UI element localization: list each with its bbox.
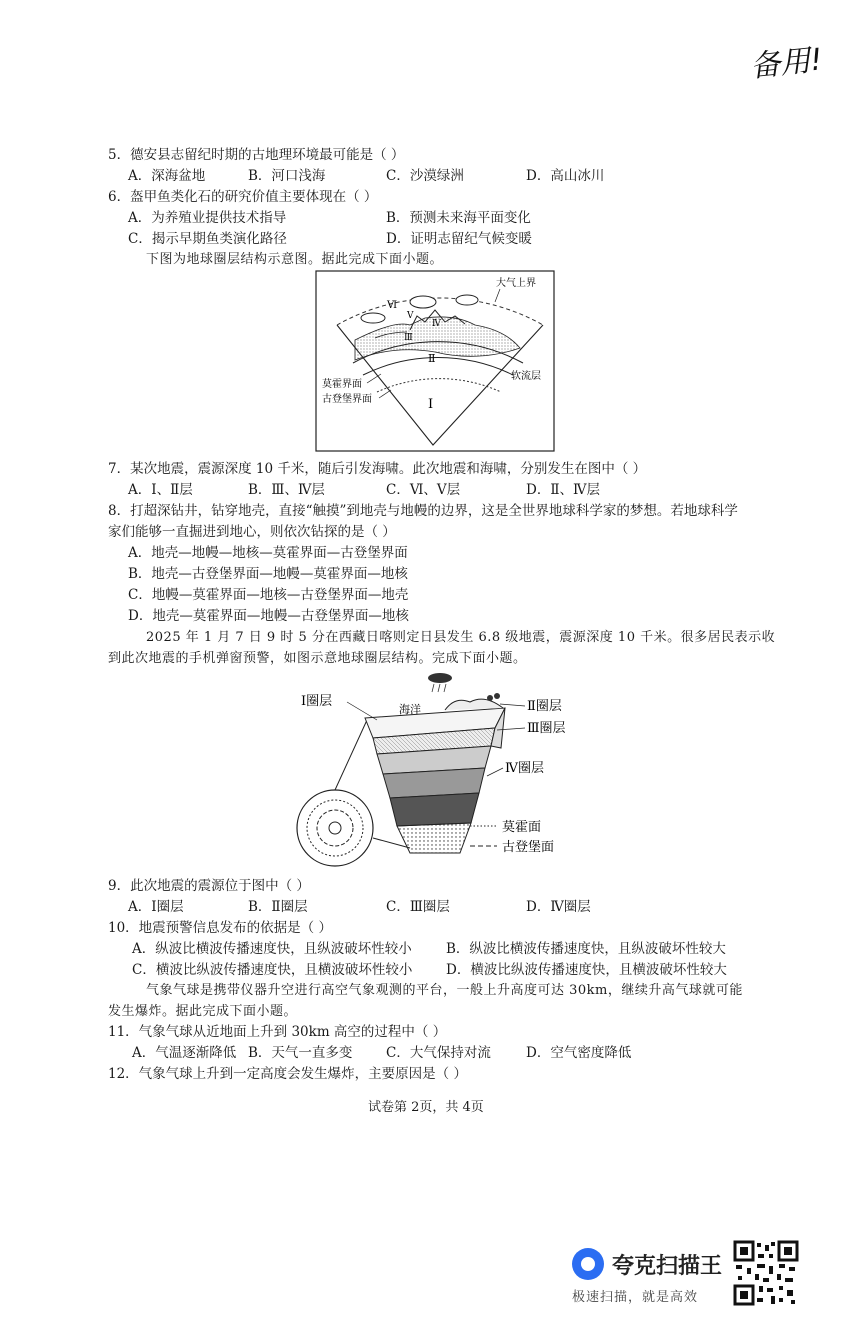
- page-footer: 试卷第 2页，共 4页: [368, 1100, 484, 1115]
- intro-earthquake-line1: 2025 年 1 月 7 日 9 时 5 分在西藏日喀则定日县发生 6.8 级地震，震源深度 10 千米。很多居民表示收: [146, 630, 776, 645]
- gutenberg-label: 古登堡界面: [322, 394, 372, 405]
- q9-option-d: D．Ⅳ圈层: [526, 899, 591, 915]
- qr-code[interactable]: [733, 1240, 799, 1306]
- question-11-stem: 11．气象气球从近地面上升到 30km 高空的过程中（ ）: [108, 1024, 447, 1040]
- layer-VI-label: Ⅵ: [387, 300, 398, 311]
- outer-core-band: [390, 793, 479, 826]
- question-10-stem: 10．地震预警信息发布的依据是（ ）: [108, 920, 332, 936]
- layer-I-label: Ⅰ: [428, 397, 434, 412]
- earth-spheres-figure: [295, 668, 595, 868]
- intro-figure-1: 下图为地球圈层结构示意图。据此完成下面小题。: [146, 252, 444, 267]
- q10-option-d: D．横波比纵波传播速度快，且横波破坏性较大: [446, 962, 727, 978]
- q5-option-b: B．河口浅海: [248, 168, 326, 184]
- handwritten-signature: 备用!: [748, 42, 825, 85]
- tree-icon: [494, 693, 500, 699]
- intro-earthquake-line2: 到此次地震的手机弹窗预警，如图示意地球圈层结构。完成下面小题。: [108, 651, 527, 666]
- q6-option-b: B．预测未来海平面变化: [386, 210, 531, 226]
- q8-option-d: D．地壳—莫霍界面—地幔—古登堡界面—地核: [128, 608, 409, 624]
- moho-legend-label: 莫霍面: [502, 820, 542, 835]
- tree-icon: [487, 695, 493, 701]
- q10-option-b: B．纵波比横波传播速度快，且纵波破坏性较大: [446, 941, 726, 957]
- q11-option-b: B．天气一直多变: [248, 1045, 353, 1061]
- moho-label: 莫霍界面: [322, 379, 362, 390]
- atmosphere-label: 大气上界: [496, 278, 536, 289]
- gutenberg-legend-label: 古登堡面: [502, 840, 555, 855]
- earth-layers-figure: [315, 270, 555, 452]
- question-5-stem: 5．德安县志留纪时期的古地理环境最可能是（ ）: [108, 147, 405, 163]
- q5-option-c: C．沙漠绿洲: [386, 168, 464, 184]
- q9-option-b: B．Ⅱ圈层: [248, 899, 308, 915]
- q5-option-a: A．深海盆地: [128, 168, 206, 184]
- question-7-stem: 7．某次地震，震源深度 10 千米，随后引发海啸。此次地震和海啸，分别发生在图中（ ）: [108, 461, 647, 477]
- cloud-icon: [361, 313, 385, 323]
- q11-option-d: D．空气密度降低: [526, 1045, 632, 1061]
- q6-option-a: A．为养殖业提供技术指导: [128, 210, 287, 226]
- sphere-I-label: Ⅰ圈层: [301, 694, 333, 709]
- scanner-slogan: 极速扫描，就是高效: [572, 1290, 699, 1305]
- asthenosphere-label: 软流层: [511, 371, 541, 382]
- scanner-brand-name: 夸克扫描王: [612, 1254, 723, 1279]
- layer-II-label: Ⅱ: [428, 352, 436, 365]
- q7-option-d: D．Ⅱ、Ⅳ层: [526, 482, 600, 498]
- intro-balloon-line2: 发生爆炸。据此完成下面小题。: [108, 1004, 298, 1019]
- q11-option-c: C．大气保持对流: [386, 1045, 491, 1061]
- q7-option-b: B．Ⅲ、Ⅳ层: [248, 482, 325, 498]
- layer-III-label: Ⅲ: [404, 333, 413, 343]
- earth-globe: [297, 790, 373, 866]
- inner-core-band: [397, 823, 471, 853]
- layer-IV-label: Ⅳ: [432, 319, 441, 329]
- sphere-IV-label: Ⅳ圈层: [505, 761, 544, 776]
- sphere-II-label: Ⅱ圈层: [527, 699, 562, 714]
- q8-option-c: C．地幔—莫霍界面—地核—古登堡界面—地壳: [128, 587, 409, 603]
- q10-option-a: A．纵波比横波传播速度快，且纵波破坏性较小: [132, 941, 412, 957]
- sea-label: 海洋: [399, 703, 421, 716]
- scanner-logo-icon: [572, 1248, 604, 1280]
- cloud-icon: [456, 295, 478, 305]
- q5-option-d: D．高山冰川: [526, 168, 605, 184]
- question-8-stem-line1: 8．打超深钻井，钻穿地壳，直接“触摸”到地壳与地幔的边界，这是全世界地球科学家的梦想。若地球科学: [108, 503, 738, 519]
- intro-balloon-line1: 气象气球是携带仪器升空进行高空气象观测的平台，一般上升高度可达 30km，继续升高气球就可能: [146, 983, 743, 998]
- question-12-stem: 12．气象气球上升到一定高度会发生爆炸，主要原因是（ ）: [108, 1066, 467, 1082]
- q6-option-c: C．揭示早期鱼类演化路径: [128, 231, 287, 247]
- question-9-stem: 9．此次地震的震源位于图中（ ）: [108, 878, 310, 894]
- cloud-icon: [410, 296, 436, 308]
- q9-option-a: A．Ⅰ圈层: [128, 899, 184, 915]
- q8-option-b: B．地壳—古登堡界面—地幔—莫霍界面—地核: [128, 566, 408, 582]
- q7-option-a: A．Ⅰ、Ⅱ层: [128, 482, 193, 498]
- question-8-stem-line2: 家们能够一直掘进到地心，则依次钻探的是（ ）: [108, 524, 396, 540]
- q6-option-d: D．证明志留纪气候变暖: [386, 231, 532, 247]
- q7-option-c: C．Ⅵ、Ⅴ层: [386, 482, 461, 498]
- layer-V-label: Ⅴ: [407, 311, 414, 321]
- q9-option-c: C．Ⅲ圈层: [386, 899, 450, 915]
- sphere-III-label: Ⅲ圈层: [527, 721, 566, 736]
- q10-option-c: C．横波比纵波传播速度快，且横波破坏性较小: [132, 962, 413, 978]
- q8-option-a: A．地壳—地幔—地核—莫霍界面—古登堡界面: [128, 545, 408, 561]
- rain-cloud-icon: [428, 673, 452, 683]
- q11-option-a: A．气温逐渐降低: [132, 1045, 237, 1061]
- question-6-stem: 6．盔甲鱼类化石的研究价值主要体现在（ ）: [108, 189, 378, 205]
